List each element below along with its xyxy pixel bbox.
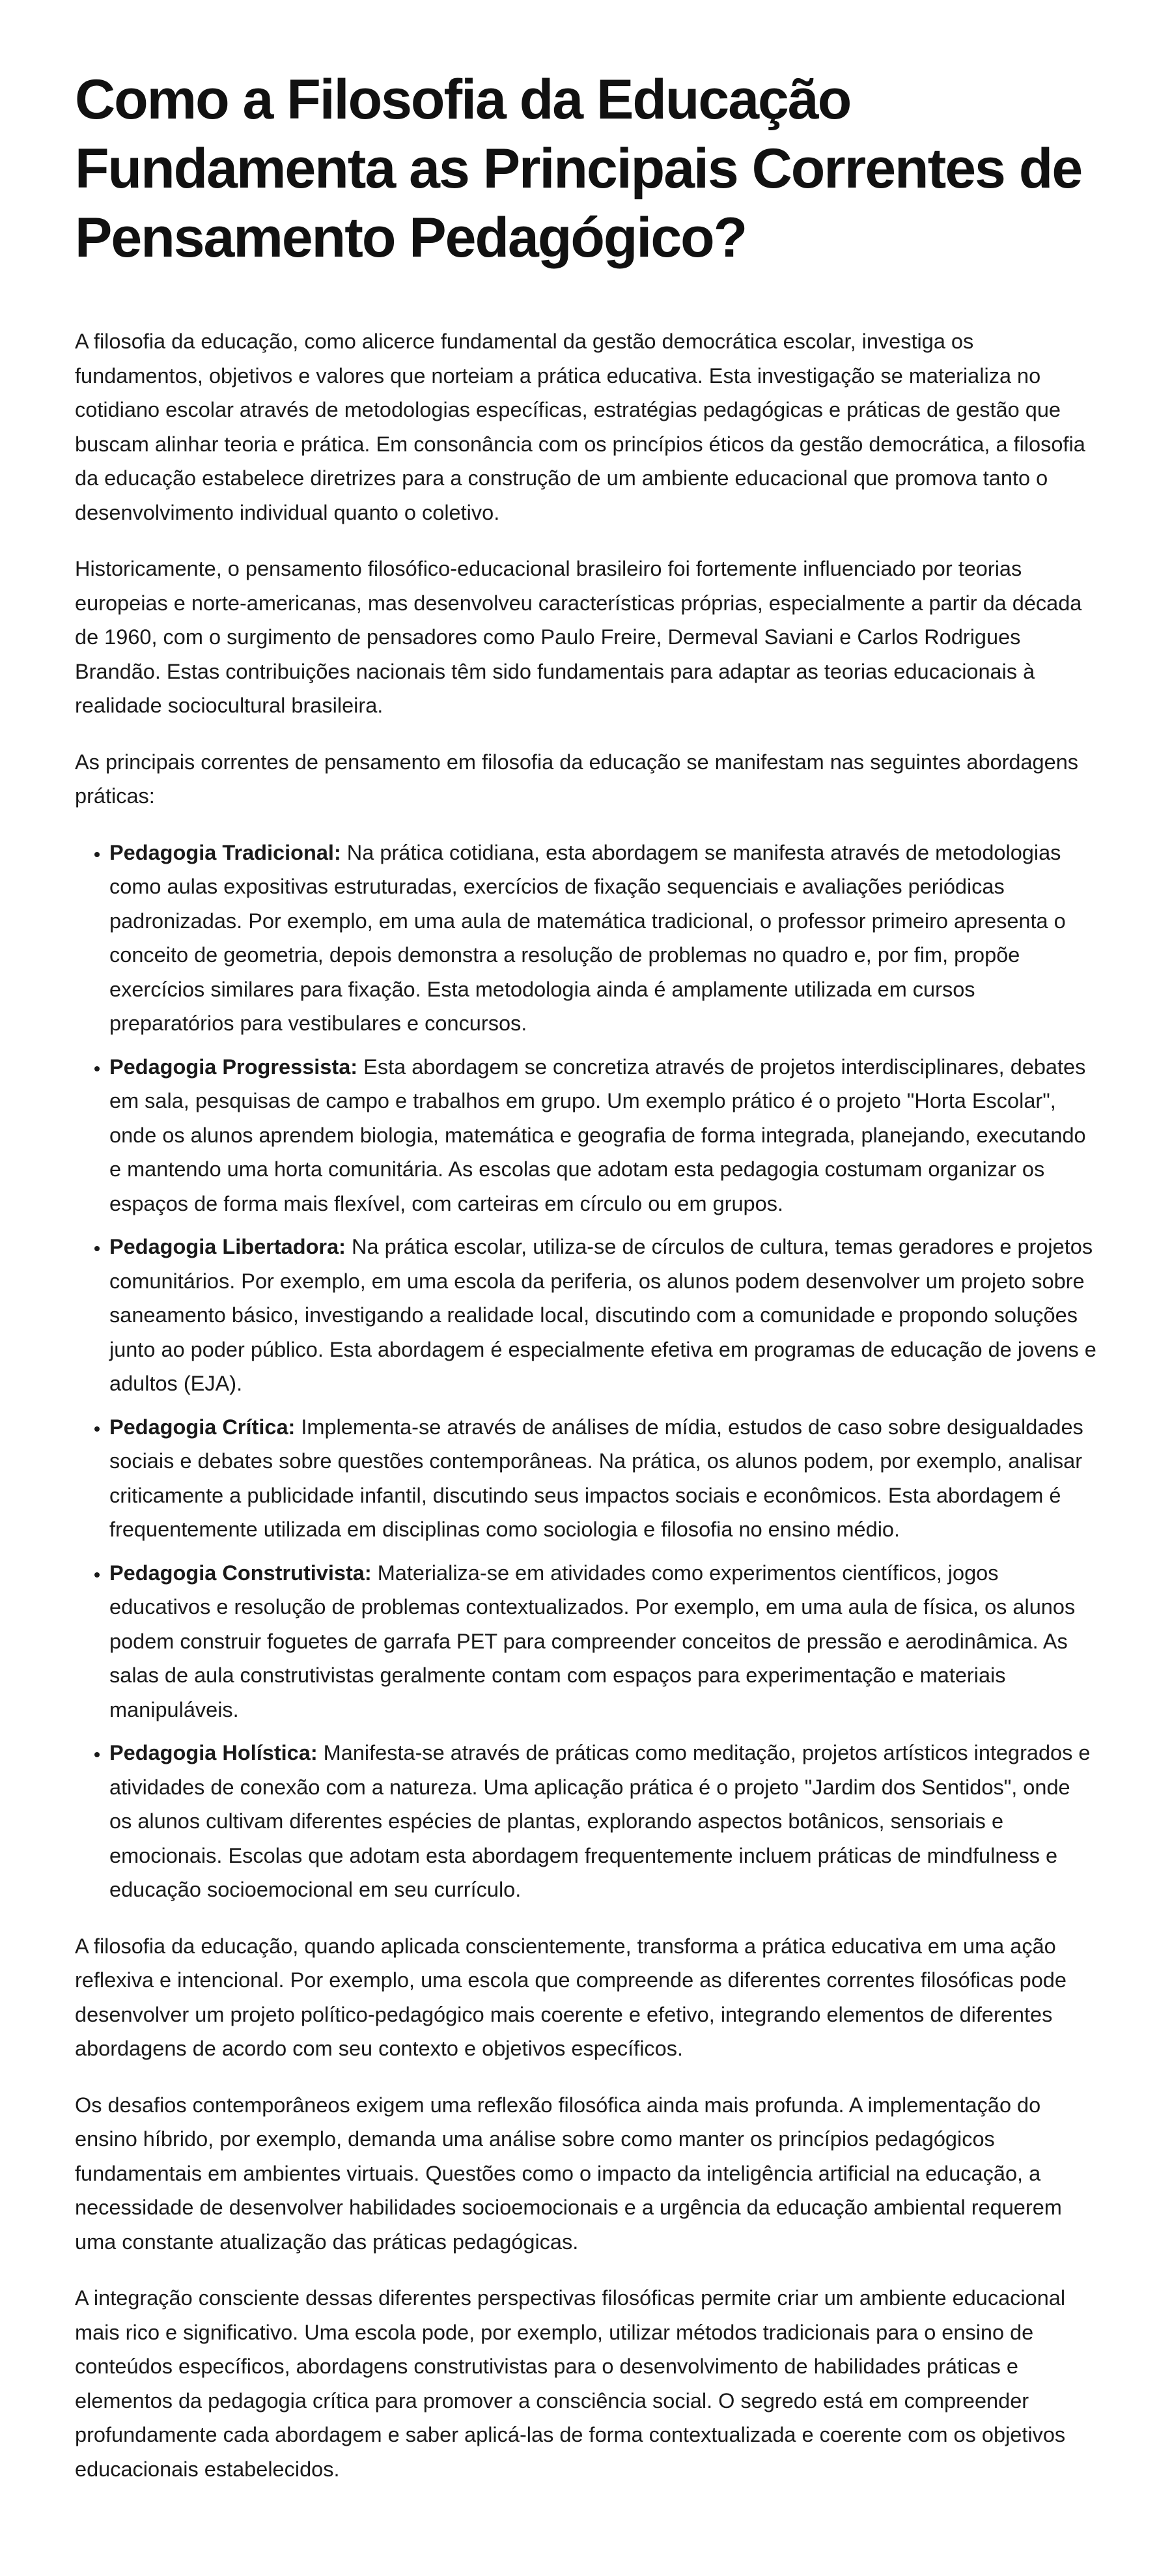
list-item-construtivista [109, 1556, 1097, 1727]
page-title: Como a Filosofia da Educação Fundamenta as Principais Correntes de Pensamento Pedagógico? [75, 68, 1082, 269]
intro-paragraph: As principais correntes de pensamento em filosofia da educação se manifestam nas seguintes abordagens práticas: [75, 750, 1079, 808]
closing-paragraph: A filosofia da educação, quando aplicada conscientemente, transforma a prática educativa em uma ação reflexiva e intencional. Por exemplo, uma escola que compreende as diferentes correntes filosóficas pode desenvolver um projeto político-pedagógico mais coerente e efetivo, integrando elementos de diferentes abordagens de acordo com seu contexto e objetivos específicos. [75, 1934, 1067, 2060]
list-item-text: Manifesta-se através de práticas como meditação, projetos artísticos integrados e atividades de conexão com a natureza. Uma aplicação prática é o projeto "Jardim dos Sentidos", onde os alunos cultivam diferentes espécies de plantas, explorando aspectos botânicos, sensoriais e emocionais. Escolas que adotam esta abordagem frequentemente incluem práticas de mindfulness e educação socioemocional em seu currículo. [109, 1741, 1091, 1901]
list-item-label: Pedagogia Tradicional: [109, 840, 341, 864]
list-item-text: Esta abordagem se concretiza através de projetos interdisciplinares, debates em sala, pesquisas de campo e trabalhos em grupo. Um exemplo prático é o projeto "Horta Escolar", onde os alunos aprendem biologia, matemática e geografia de forma integrada, planejando, executando e mantendo uma horta comunitária. As escolas que adotam esta pedagogia costumam organizar os espaços de forma mais flexível, com carteiras em círculo ou em grupos. [109, 1054, 1086, 1215]
list-item-label: Pedagogia Holística: [109, 1741, 318, 1764]
list-item-critica [109, 1410, 1097, 1547]
list-item-libertadora [109, 1230, 1097, 1401]
list-item-label: Pedagogia Construtivista: [109, 1561, 372, 1585]
list-item-text: Na prática escolar, utiliza-se de círculos de cultura, temas geradores e projetos comunitários. Por exemplo, em uma escola da periferia, os alunos podem desenvolver um projeto sobre saneamento básico, investigando a realidade local, discutindo com a comunidade e propondo soluções junto ao poder público. Esta abordagem é especialmente efetiva em programas de educação de jovens e adultos (EJA). [109, 1235, 1096, 1395]
list-item-progressista [109, 1050, 1097, 1221]
closing-paragraph: Os desafios contemporâneos exigem uma reflexão filosófica ainda mais profunda. A implementação do ensino híbrido, por exemplo, demanda uma análise sobre como manter os princípios pedagógicos fundamentais em ambientes virtuais. Questões como o impacto da inteligência artificial na educação, a necessidade de desenvolver habilidades socioemocionais e a urgência da educação ambiental requerem uma constante atualização das práticas pedagógicas. [75, 2093, 1062, 2254]
closing-paragraph: A integração consciente dessas diferentes perspectivas filosóficas permite criar um ambiente educacional mais rico e significativo. Uma escola pode, por exemplo, utilizar métodos tradicionais para o ensino de conteúdos específicos, abordagens construtivistas para o desenvolvimento de habilidades práticas e elementos da pedagogia crítica para promover a consciência social. O segredo está em compreender profundamente cada abordagem e saber aplicá-las de forma contextualizada e coerente com os objetivos educacionais estabelecidos. [75, 2286, 1066, 2481]
list-item-label: Pedagogia Libertadora: [109, 1235, 346, 1258]
list-item-holistica [109, 1736, 1097, 1907]
pedagogical-currents-list [75, 836, 1097, 1907]
list-item-tradicional [109, 836, 1097, 1041]
list-item-text: Implementa-se através de análises de mídia, estudos de caso sobre desigualdades sociais e debates sobre questões contemporâneas. Na prática, os alunos podem, por exemplo, analisar criticamente a publicidade infantil, discutindo seus impactos sociais e econômicos. Esta abordagem é frequentemente utilizada em disciplinas como sociologia e filosofia no ensino médio. [109, 1415, 1083, 1541]
list-item-text: Na prática cotidiana, esta abordagem se manifesta através de metodologias como aulas expositivas estruturadas, exercícios de fixação sequenciais e avaliações periódicas padronizadas. Por exemplo, em uma aula de matemática tradicional, o professor primeiro apresenta o conceito de geometria, depois demonstra a resolução de problemas no quadro e, por fim, propõe exercícios similares para fixação. Esta metodologia ainda é amplamente utilizada em cursos preparatórios para vestibulares e concursos. [109, 840, 1066, 1035]
list-item-text: Materializa-se em atividades como experimentos científicos, jogos educativos e resolução de problemas contextualizados. Por exemplo, em uma aula de física, os alunos podem construir foguetes de garrafa PET para compreender conceitos de pressão e aerodinâmica. As salas de aula construtivistas geralmente contam com espaços para experimentação e materiais manipuláveis. [109, 1561, 1076, 1721]
intro-paragraph: A filosofia da educação, como alicerce fundamental da gestão democrática escolar, investiga os fundamentos, objetivos e valores que norteiam a prática educativa. Esta investigação se materializa no cotidiano escolar através de metodologias específicas, estratégias pedagógicas e práticas de gestão que buscam alinhar teoria e prática. Em consonância com os princípios éticos da gestão democrática, a filosofia da educação estabelece diretrizes para a construção de um ambiente educacional que promova tanto o desenvolvimento individual quanto o coletivo. [75, 330, 1085, 524]
list-item-label: Pedagogia Crítica: [109, 1415, 296, 1439]
intro-paragraph: Historicamente, o pensamento filosófico-educacional brasileiro foi fortemente influenciado por teorias europeias e norte-americanas, mas desenvolveu características próprias, especialmente a partir da década de 1960, com o surgimento de pensadores como Paulo Freire, Dermeval Saviani e Carlos Rodrigues Brandão. Estas contribuições nacionais têm sido fundamentais para adaptar as teorias educacionais à realidade sociocultural brasileira. [75, 557, 1082, 717]
list-item-label: Pedagogia Progressista: [109, 1054, 358, 1079]
